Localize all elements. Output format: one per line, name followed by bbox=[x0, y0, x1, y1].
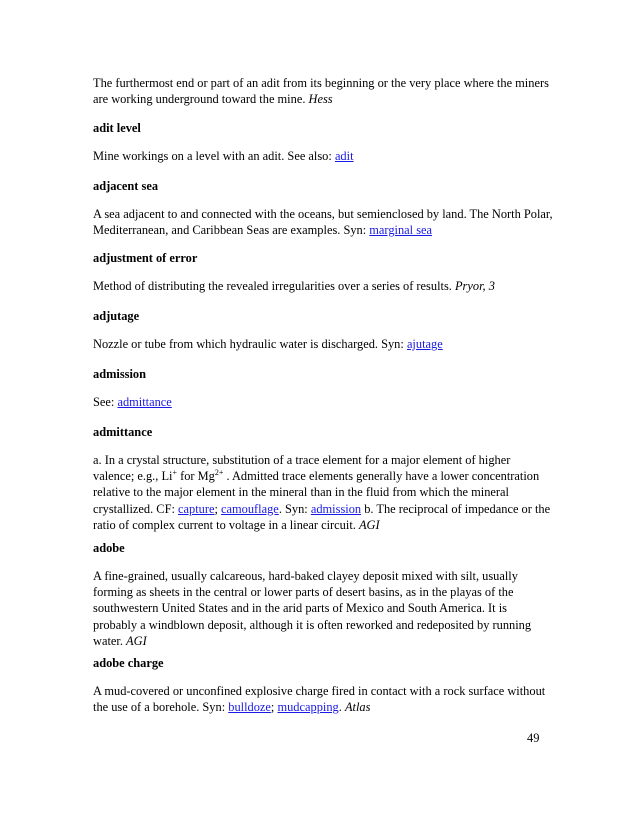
definition-adobe: A fine-grained, usually calcareous, hard-baked clayey deposit mixed with silt, usually forming as sheets in the central or lower parts of desert basins, as in the playas of the southwestern United States and in the arid parts of Mexico and South America. It is probably a windblown deposit, although it is often reworked and redeposited by running water. AGI bbox=[93, 569, 532, 648]
link-admission[interactable]: admission bbox=[310, 501, 362, 516]
link-camouflage[interactable]: camouflage bbox=[221, 501, 279, 516]
definition-adjustment-of-error: Method of distributing the revealed irregularities over a series of results. Pryor, 3 bbox=[93, 279, 495, 293]
link-capture[interactable]: capture bbox=[178, 501, 215, 516]
source-citation: Pryor, 3 bbox=[454, 279, 495, 293]
link-admittance[interactable]: admittance bbox=[117, 395, 172, 409]
term-admission: admission bbox=[93, 367, 147, 381]
term-adjustment-of-error: adjustment of error bbox=[93, 251, 198, 265]
definition-adobe-charge: A mud-covered or unconfined explosive charge fired in contact with a rock surface without the use of a borehole. Syn: bulldoze; mudcapping. Atlas bbox=[93, 684, 546, 715]
link-marginal-sea[interactable]: marginal sea bbox=[369, 223, 433, 238]
term-adobe-charge: adobe charge bbox=[93, 656, 164, 670]
source-citation: Hess bbox=[308, 92, 333, 107]
source-citation: AGI bbox=[358, 517, 380, 532]
term-admittance: admittance bbox=[93, 425, 153, 439]
term-adjacent-sea: adjacent sea bbox=[93, 179, 159, 193]
page-number: 49 bbox=[527, 731, 540, 745]
link-ajutage[interactable]: ajutage bbox=[406, 337, 443, 351]
definition-adjutage: Nozzle or tube from which hydraulic water is discharged. Syn: ajutage bbox=[93, 337, 443, 351]
definition-adjacent-sea: A sea adjacent to and connected with the oceans, but semienclosed by land. The North Polar, Mediterranean, and Caribbean Seas are examples. Syn: marginal sea bbox=[93, 207, 553, 238]
link-bulldoze[interactable]: bulldoze bbox=[228, 700, 271, 715]
source-citation: AGI bbox=[126, 633, 147, 648]
term-adit-level: adit level bbox=[93, 121, 141, 135]
definition-admission: See: admittance bbox=[93, 395, 172, 409]
link-mudcapping[interactable]: mudcapping bbox=[277, 700, 339, 715]
entry-adit-continued: The furthermost end or part of an adit from its beginning or the very place where the miners are working underground toward the mine. Hess bbox=[93, 76, 549, 107]
term-adjutage: adjutage bbox=[93, 309, 140, 323]
definition-admittance: a. In a crystal structure, substitution of a trace element for a major element of higher valence; e.g., Li+ for $Mg^{2+}$ . Admitted trace elements generally have a lower concentration relative to the major element in the mineral than in the fluid from which the mineral crystallized. CF: capture; camouflage. Syn: admission b. The reciprocal of impedance or the ratio of complex current to voltage in a linear circuit. AGI bbox=[93, 453, 551, 532]
term-adobe: adobe bbox=[93, 541, 125, 555]
link-adit[interactable]: adit bbox=[334, 149, 354, 163]
definition-adit-level: Mine workings on a level with an adit. See also: adit bbox=[93, 149, 354, 163]
source-citation: Atlas bbox=[344, 700, 371, 715]
